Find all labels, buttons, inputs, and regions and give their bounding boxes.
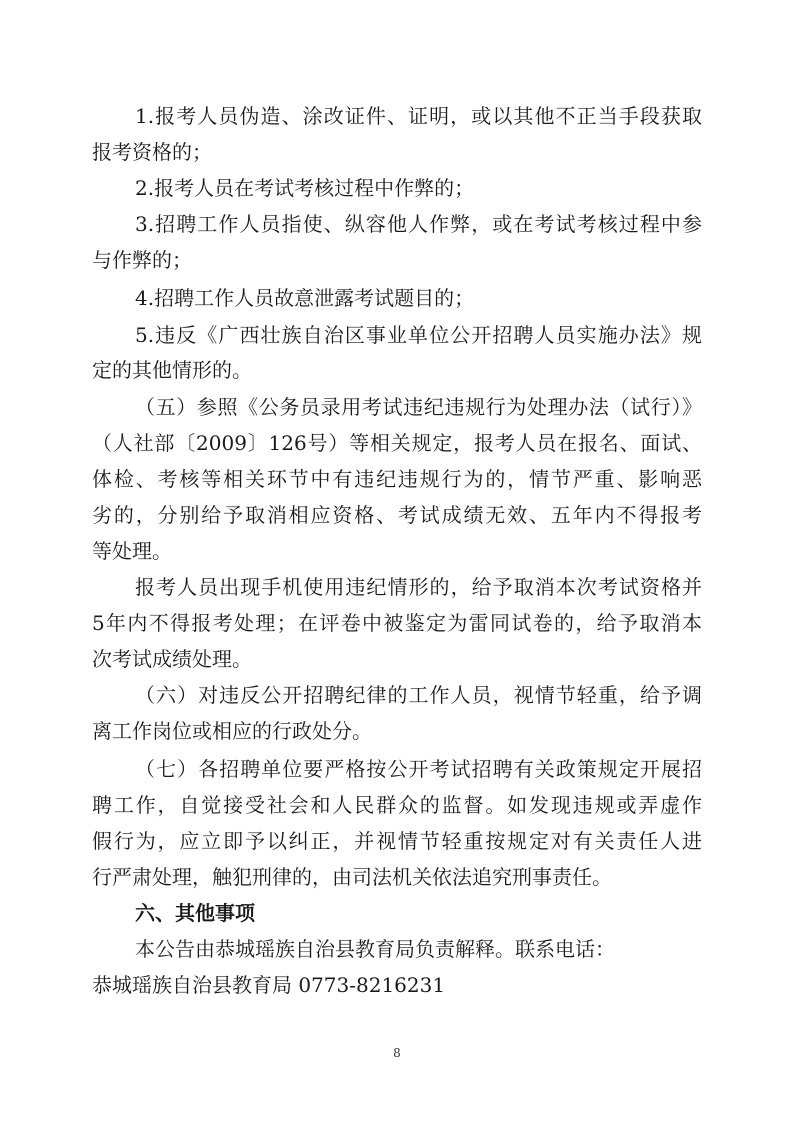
section-7-line-2: 聘工作，自觉接受社会和人民群众的监督。如发现违规或弄虚作 xyxy=(92,793,702,817)
item-5-line-2: 定的其他情形的。 xyxy=(92,358,252,382)
section-5-line-2: （人社部〔2009〕126号）等相关规定，报考人员在报名、面试、 xyxy=(92,431,702,455)
page-number: 8 xyxy=(393,1046,401,1060)
phone-rule-line-2: 5年内不得报考处理；在评卷中被鉴定为雷同试卷的，给予取消本 xyxy=(92,611,702,635)
section-5-line-5: 等处理。 xyxy=(92,539,172,563)
item-1-line-2: 报考资格的； xyxy=(92,140,212,164)
phone-rule-line-3: 次考试成绩处理。 xyxy=(92,647,252,671)
item-3-line-2: 与作弊的； xyxy=(92,248,192,272)
item-5-line-1: 5.违反《广西壮族自治区事业单位公开招聘人员实施办法》规 xyxy=(135,323,702,347)
phone-rule-line-1: 报考人员出现手机使用违纪情形的，给予取消本次考试资格并 xyxy=(135,575,702,599)
section-7-line-3: 假行为，应立即予以纠正，并视情节轻重按规定对有关责任人进 xyxy=(92,829,702,853)
heading-other-matters: 六、其他事项 xyxy=(135,901,255,925)
section-5-line-1: （五）参照《公务员录用考试违纪违规行为处理办法（试行）》 xyxy=(135,395,702,419)
section-5-line-3: 体检、考核等相关环节中有违纪违规行为的，情节严重、影响恶 xyxy=(92,467,702,491)
item-3-line-1: 3.招聘工作人员指使、纵容他人作弊，或在考试考核过程中参 xyxy=(135,212,702,236)
section-5-line-4: 劣的，分别给予取消相应资格、考试成绩无效、五年内不得报考 xyxy=(92,503,702,527)
section-6-line-1: （六）对违反公开招聘纪律的工作人员，视情节轻重，给予调 xyxy=(135,683,702,707)
item-2-line-1: 2.报考人员在考试考核过程中作弊的； xyxy=(135,176,475,200)
section-6-line-2: 离工作岗位或相应的行政处分。 xyxy=(92,719,372,743)
contact-line-2: 恭城瑶族自治县教育局 0773-8216231 xyxy=(92,973,446,997)
item-4-line-1: 4.招聘工作人员故意泄露考试题目的； xyxy=(135,286,475,310)
section-7-line-4: 行严肃处理，触犯刑律的，由司法机关依法追究刑事责任。 xyxy=(92,865,612,889)
section-7-line-1: （七）各招聘单位要严格按公开考试招聘有关政策规定开展招 xyxy=(135,757,702,781)
item-1-line-1: 1.报考人员伪造、涂改证件、证明，或以其他不正当手段获取 xyxy=(135,104,702,128)
contact-line-1: 本公告由恭城瑶族自治县教育局负责解释。联系电话： xyxy=(135,937,615,961)
